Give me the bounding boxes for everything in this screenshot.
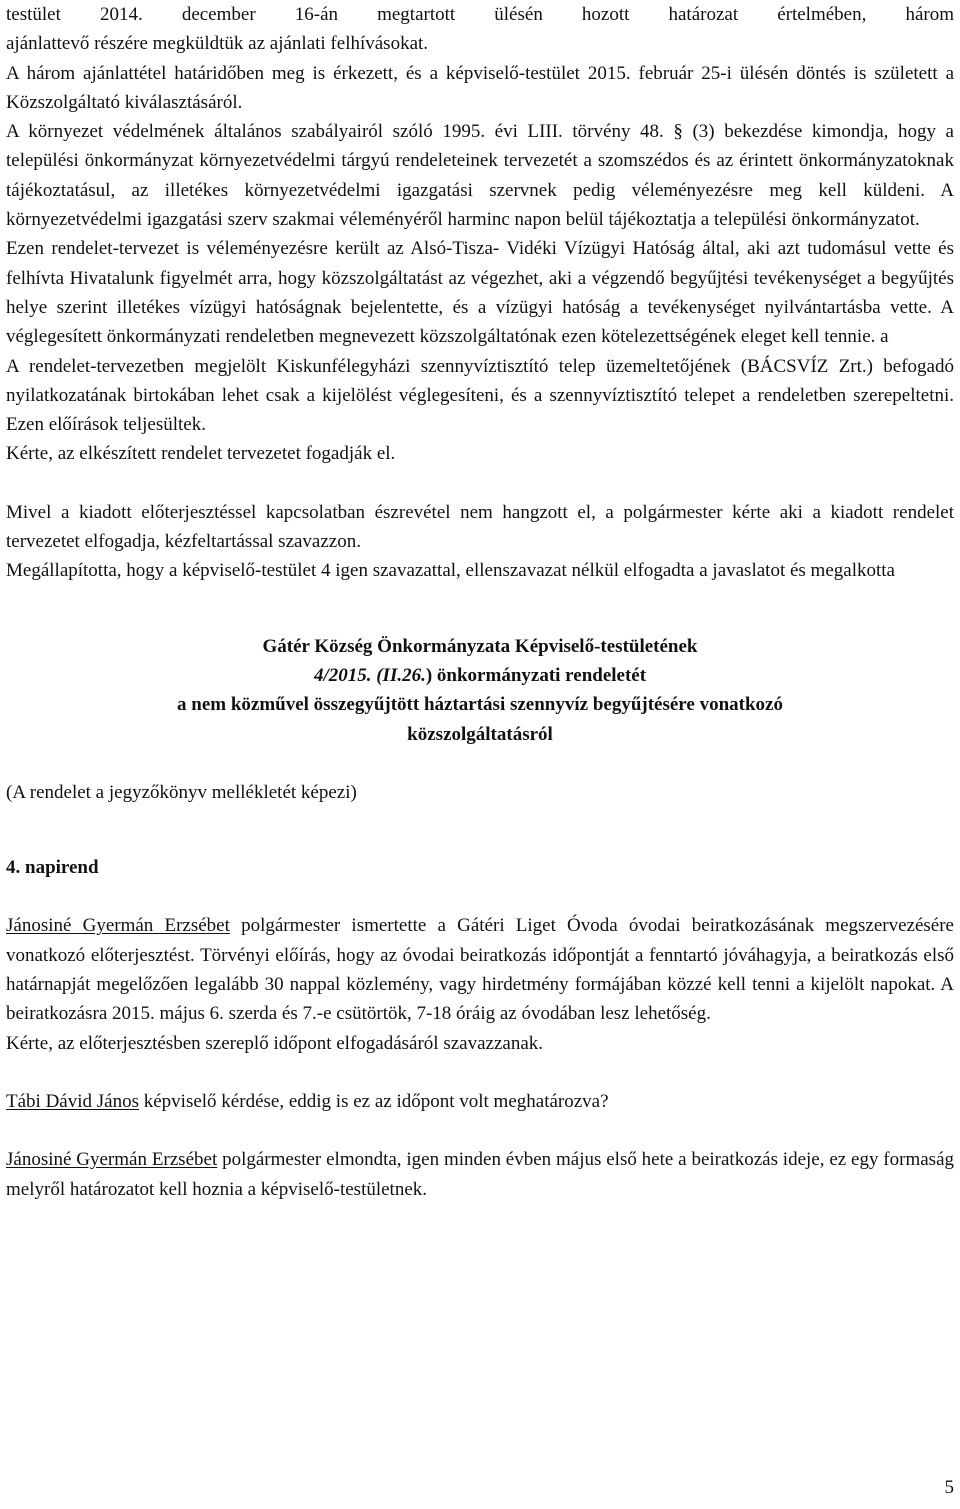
speaker-name: Jánosiné Gyermán Erzsébet — [6, 1149, 218, 1171]
paragraph: Kérte, az elkészített rendelet tervezetet fogadják el. — [6, 443, 396, 465]
agenda-heading: 4. napirend — [6, 857, 99, 879]
paragraph: A környezet védelmének általános szabályairól szóló 1995. évi LIII. törvény 48. § (3) bekezdése kimondja, hogy a települési önkormányzat környezetvédelmi tárgyú rendeleteinek tervezetét a szomszédos és az érintett önkormányzatoknak tájékoztatásul, az illetékes környezetvédelmi igazgatási szervnek pedig véleményezésre meg kell küldeni. A környezetvédelmi igazgatási szerv szakmai véleményéről harminc napon belül tájékoztatja a települési önkormányzatot. — [6, 121, 954, 231]
paragraph — [6, 1087, 954, 1116]
decree-number: 4/2015. (II.26. — [313, 664, 426, 686]
decree-title-line: közszolgáltatásról — [407, 723, 553, 745]
paragraph: Megállapította, hogy a képviselő-testület 4 igen szavazattal, ellenszavazat nélkül elfogadta a javaslatot és megalkotta — [6, 560, 895, 582]
paragraph — [6, 1145, 954, 1204]
paragraph: Mivel a kiadott előterjesztéssel kapcsolatban észrevétel nem hangzott el, a polgármester kérte aki a kiadott rendelet tervezetet elfogadja, kézfeltartással szavazzon. — [6, 501, 954, 553]
decree-title — [6, 632, 954, 749]
paragraph: Kérte, az előterjesztésben szereplő időpont elfogadásáról szavazzanak. — [6, 1032, 544, 1054]
paragraph-text: képviselő kérdése, eddig is ez az időpont volt meghatározva? — [138, 1090, 609, 1112]
paragraph-line: testület 2014. december 16-án megtartott ülésén hozott határozat értelmében, három — [6, 4, 954, 25]
speaker-name: Tábi Dávid János — [6, 1090, 139, 1112]
paragraph-text: polgármester elmondta, igen minden évben május első hete a beiratkozás ideje, ez egy formaság melyről határozatot kell hoznia a képviselő-testületnek. — [6, 1149, 954, 1200]
speaker-name: Jánosiné Gyermán Erzsébet — [6, 915, 230, 937]
paragraph: Ezen rendelet-tervezet is véleményezésre került az Alsó-Tisza- Vidéki Vízügyi Hatóság által, aki azt tudomásul vette és felhívta Hivatalunk figyelmét arra, hogy közszolgáltatást az végezhet, aki a végzendő begyűjtési tevékenységet a begyűjtés helye szerint illetékes vízügyi hatóságnak bejelentette, és a vízügyi hatóság a tevékenységet nyilvántartásba vette. A véglegesített önkormányzati rendeletben megnevezett közszolgáltatónak ezen kötelezettségének eleget kell tennie. a — [6, 238, 954, 348]
decree-title-line: Gátér Község Önkormányzata Képviselő-testületének — [262, 635, 698, 657]
paragraph: A három ajánlattétel határidőben meg is érkezett, és a képviselő-testület 2015. február 25-i ülésén döntés is született a Közszolgáltató kiválasztásáról. — [6, 62, 954, 113]
page-number: 5 — [944, 1477, 954, 1498]
paragraph — [6, 911, 954, 1028]
paragraph-text: polgármester ismertette a Gátéri Liget Óvoda óvodai beiratkozásának megszervezésére vonatkozó előterjesztést. Törvényi előírás, hogy az óvodai beiratkozás időpontját a fenntartó jóváhagyja, a beiratkozás első határnapját megelőzően legalább 30 nappal közlemény, vagy hirdetmény formájában közzé kell tenni a kijelölt napokat. A beiratkozásra 2015. május 6. szerda és 7.-e csütörtök, 7-18 óráig az óvodában lesz lehetőség. — [6, 915, 954, 1025]
decree-number-suffix: ) önkormányzati rendeletét — [425, 664, 647, 686]
decree-number-line — [6, 661, 954, 690]
decree-note: (A rendelet a jegyzőkönyv mellékletét képezi) — [6, 781, 357, 803]
paragraph: A rendelet-tervezetben megjelölt Kiskunfélegyházi szennyvíztisztító telep üzemeltetőjének (BÁCSVÍZ Zrt.) befogadó nyilatkozatának birtokában lehet csak a kijelölést véglegesíteni, és a szennyvíztisztító telepet a rendeletben szerepeltetni. Ezen előírások teljesültek. — [6, 355, 954, 436]
decree-title-line: a nem közművel összegyűjtött háztartási szennyvíz begyűjtésére vonatkozó — [177, 694, 783, 716]
paragraph-line: ajánlattevő részére megküldtük az ajánlati felhívásokat. — [6, 33, 429, 55]
